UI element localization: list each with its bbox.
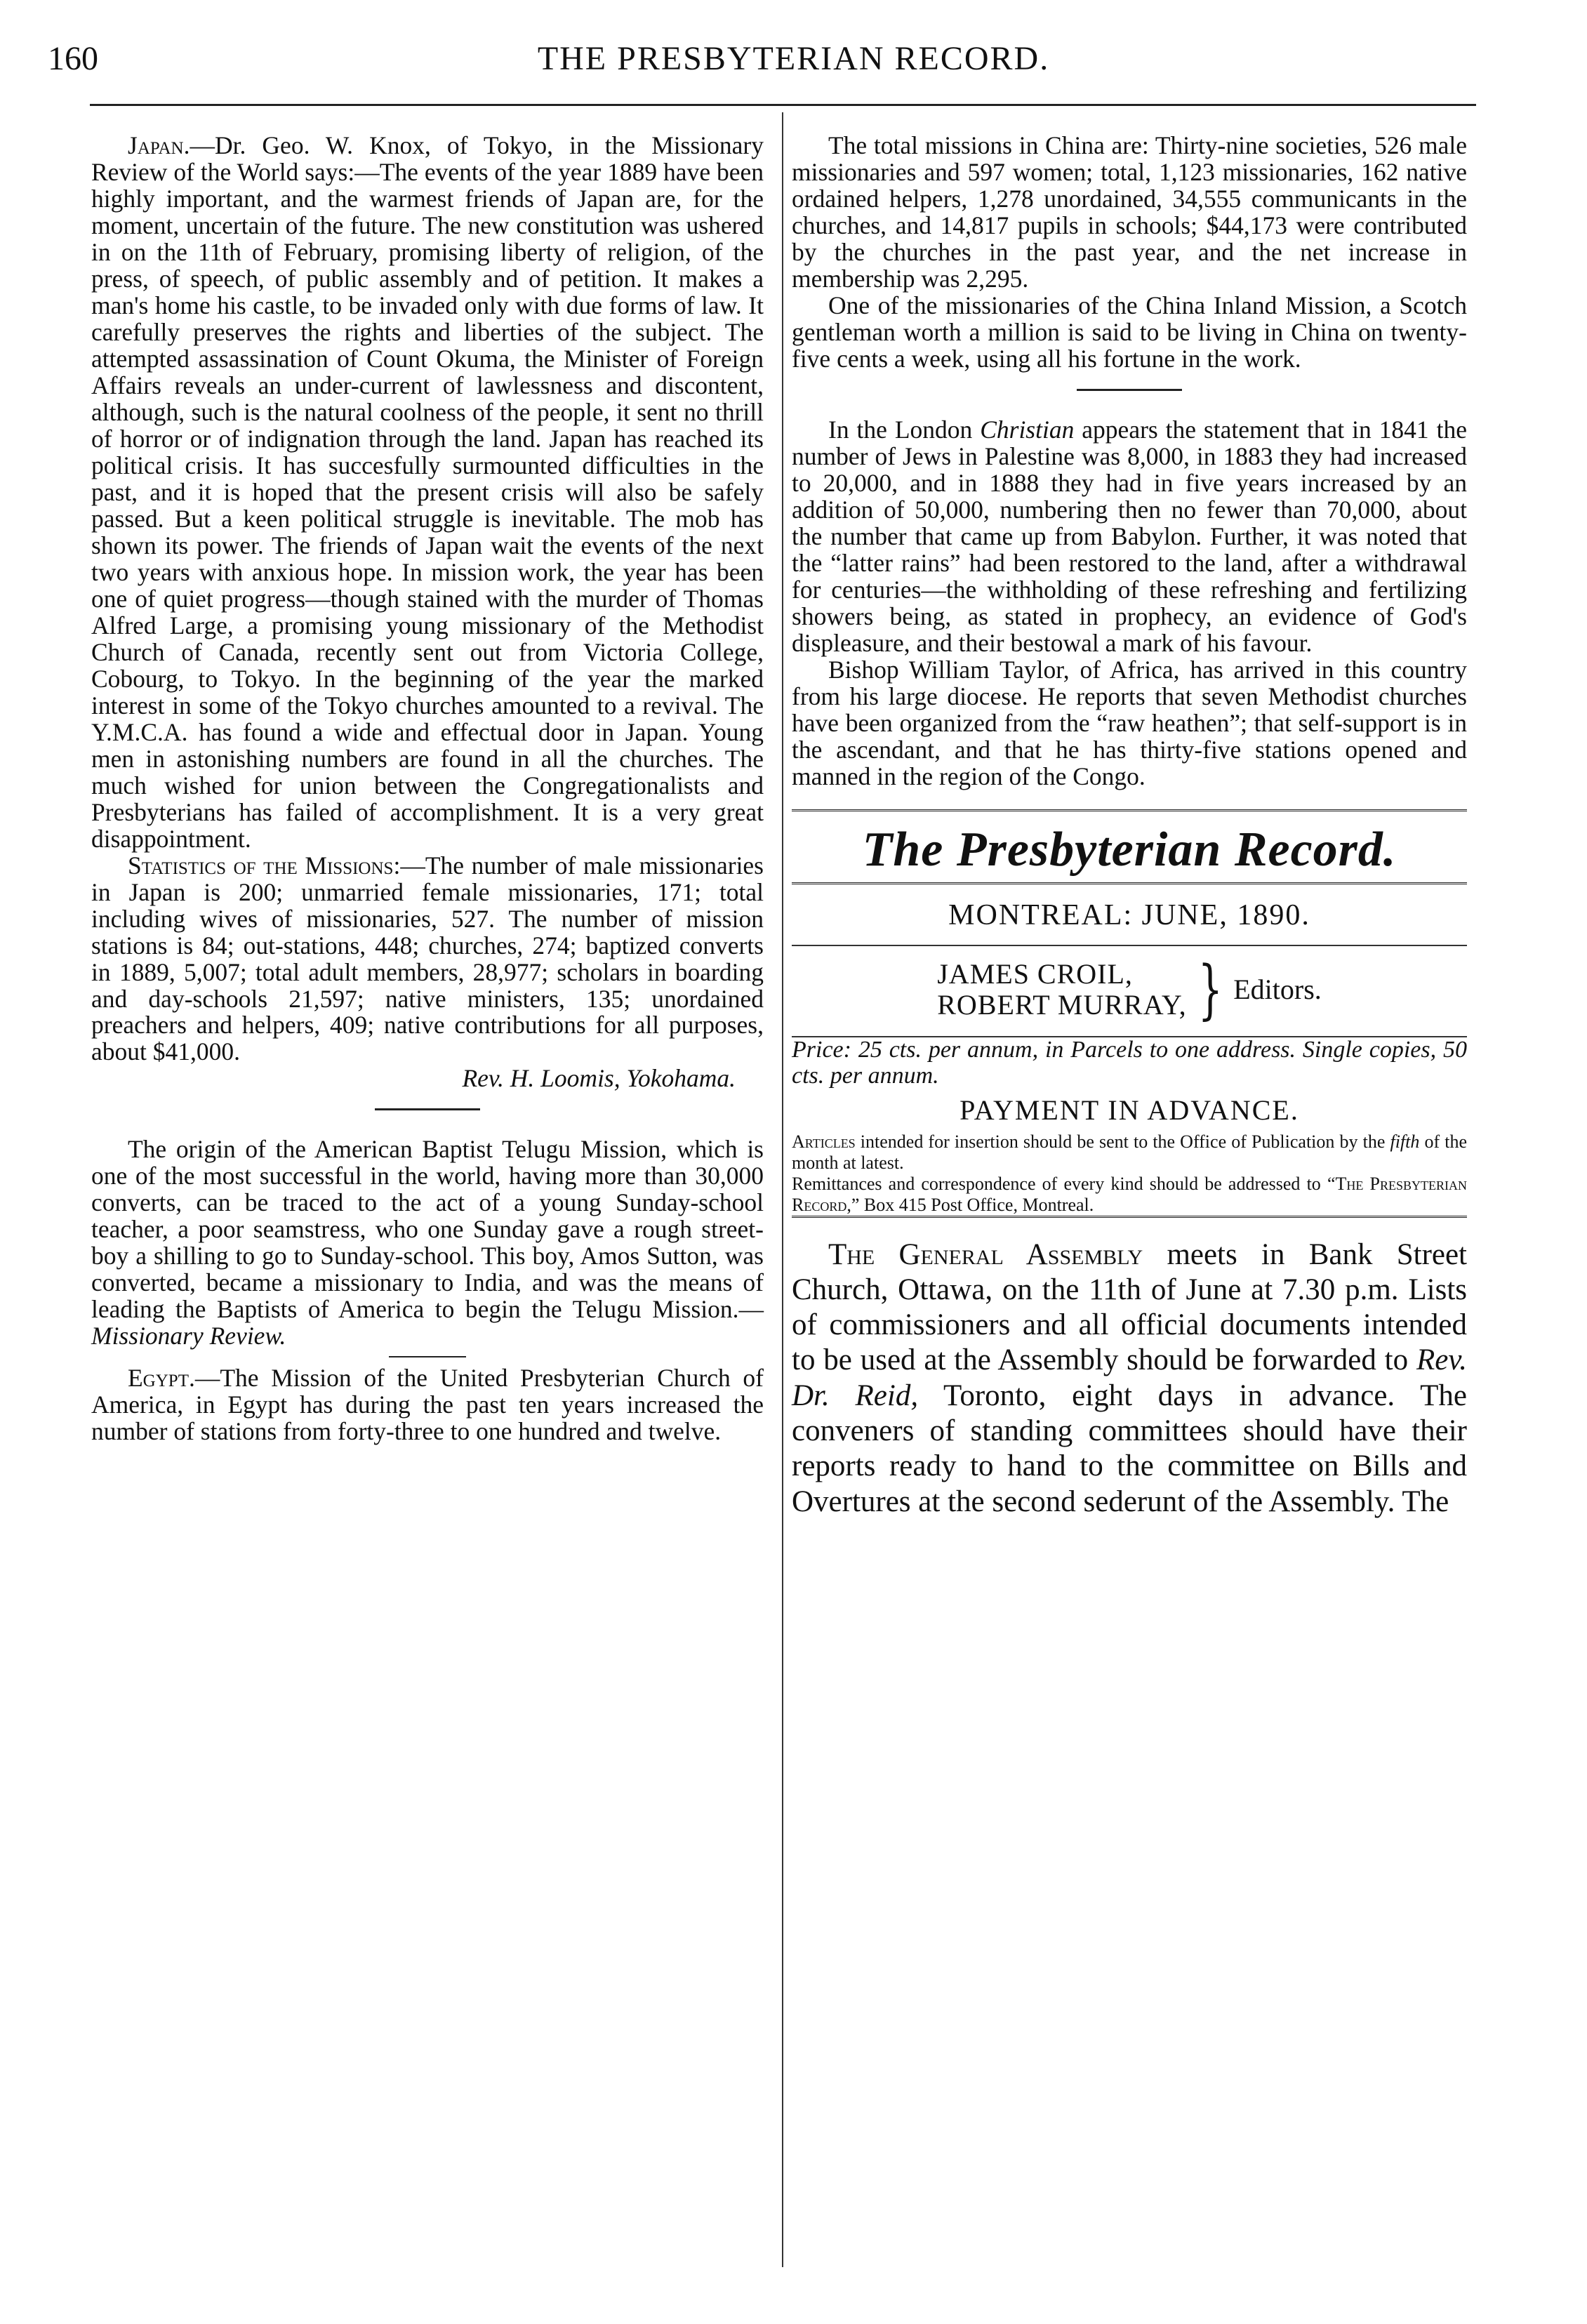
assembly-name: Rev. Dr. Reid, [792, 1343, 1467, 1412]
section-rule [375, 1108, 480, 1110]
price-line: Price: 25 cts. per annum, in Parcels to one address. Single copies, 50 cts. per annum. [792, 1037, 1467, 1089]
articles-fifth: fifth [1390, 1131, 1420, 1153]
remittance-name: The Presbyterian Record [792, 1173, 1467, 1215]
articles-lead: Articles [792, 1131, 856, 1153]
jews-source: Christian [980, 415, 1075, 444]
articles-text: of the month at latest. [792, 1131, 1467, 1173]
telugu-body: The origin of the American Baptist Telugu Mission, which is one of the most successful in the world, having more than 30,000 converts, can be traced to the act of a young Sunday-school teacher, a poor seamstress, who one Sunday gave a rough street-boy a shilling to go to Sunday-school. This boy, Amos Sutton, was converted, became a missionary to India, and was the means of leading the Baptists of America to begin the Telugu Mission.— [91, 1135, 764, 1324]
taylor-paragraph: Bishop William Taylor, of Africa, has arrived in this country from his large diocese. He reports that seven Methodist churches have been organized from the “raw heathen”; that self-support is in the ascendant, and that he has thirty-five stations opened and manned in the region of the Congo. [792, 655, 1467, 790]
running-title: THE PRESBYTERIAN RECORD. [537, 40, 1050, 77]
japan-lead: Japan. [128, 131, 190, 159]
page-number: 160 [48, 40, 98, 77]
egypt-paragraph [91, 1364, 764, 1445]
column-divider [782, 112, 783, 2267]
assembly-text: Toronto, eight days in advance. The conveners of standing committees should have their reports ready to hand to the committee on Bills and Overtures at the second sederunt of the Assembly. The [792, 1379, 1467, 1518]
masthead-title: The Presbyterian Record. [862, 822, 1397, 877]
right-column [792, 132, 1467, 1520]
editor-names [937, 959, 1186, 1021]
jews-paragraph [792, 416, 1467, 656]
masthead [792, 809, 1467, 884]
telugu-source: Missionary Review. [91, 1322, 286, 1350]
japan-paragraph [91, 132, 764, 852]
egypt-body: —The Mission of the United Presbyterian Church of America, in Egypt has during the past ten years increased the number of stations from forty-three to one hundred and twelve. [91, 1364, 764, 1446]
divider [792, 1216, 1467, 1218]
assembly-paragraph [792, 1237, 1467, 1520]
articles-notice [792, 1131, 1467, 1174]
statistics-body: :—The number of male missionaries in Japan is 200; unmarried female missionaries, 171; total including wives of missionaries, 527. The number of mission stations is 84; out-stations, 448; churches, 274; baptized converts in 1889, 5,007; total adult members, 28,977; scholars in boarding and day-schools 21,597; native ministers, 135; unordained preachers and helpers, 409; native contributions for all purposes, about $41,000. [91, 851, 764, 1066]
editor-name: ROBERT MURRAY, [937, 989, 1187, 1021]
assembly-text: meets in Bank Street Church, Ottawa, on the 11th of June at 7.30 p.m. Lists of commissioners and all official documents intended to be used at the Assembly should be forwarded to [792, 1237, 1468, 1377]
statistics-signature: Rev. H. Loomis, Yokohama. [462, 1064, 736, 1093]
telugu-paragraph [91, 1136, 764, 1349]
editors-block [792, 952, 1467, 1028]
section-rule [1077, 389, 1182, 391]
statistics-paragraph [91, 852, 764, 1065]
articles-text: intended for insertion should be sent to the Office of Publication by the [855, 1131, 1390, 1153]
editor-name: JAMES CROIL, [937, 958, 1133, 990]
brace-glyph: } [1197, 952, 1223, 1028]
statistics-lead: Statistics of the Missions [128, 851, 394, 879]
section-rule [389, 1356, 466, 1357]
egypt-lead: Egypt. [128, 1364, 195, 1393]
divider [792, 945, 1467, 946]
japan-body: —Dr. Geo. W. Knox, of Tokyo, in the Missionary Review of the World says:—The events of the year 1889 have been highly important, and the warmest friends of Japan are, for the moment, uncertain of the future. The new constitution was ushered in on the 11th of February, promising liberty of religion, of the press, of speech, of public assembly and of petition. It makes a man's home his castle, to be invaded only with due forms of law. It carefully preserves the rights and liberties of the subject. The attempted assassination of Count Okuma, the Minister of Foreign Affairs reveals an under-current of lawlessness and discontent, although, such is the natural coolness of the people, it sent no thrill of horror or of indignation through the land. Japan has reached its political crisis. It has succesfully surmounted difficulties in the past, and it is hoped that the present crisis will also be safely passed. But a keen political struggle is inevitable. The mob has shown its power. The friends of Japan wait the events of the next two years with anxious hope. In mission work, the year has been one of quiet progress—though stained with the murder of Thomas Alfred Large, a promising young missionary of the Methodist Church of Canada, recently sent out from Victoria College, Cobourg, to Tokyo. In the beginning of the year the marked interest in some of the Tokyo churches amounted to a revival. The Y.M.C.A. has found a wide and effectual door in Japan. Young men in astonishing numbers are found in all the churches. The much wished for union between the Congregationalists and Presbyterians has failed of accomplishment. It is a very great disappointment. [91, 131, 764, 853]
header-rule [90, 104, 1476, 106]
remittance-notice [792, 1174, 1467, 1216]
dateline: MONTREAL: JUNE, 1890. [948, 898, 1310, 931]
inland-paragraph: One of the missionaries of the China Inland Mission, a Scotch gentleman worth a million is said to be living in China on twenty-five cents a week, using all his fortune in the work. [792, 291, 1467, 373]
remittance-text: ,” Box 415 Post Office, Montreal. [846, 1194, 1094, 1215]
left-column [91, 132, 764, 1445]
jews-post: appears the statement that in 1841 the number of Jews in Palestine was 8,000, in 1883 they had increased to 20,000, and in 1888 they had in five years increased by an addition of 50,000, numbering then no fewer than 70,000, about the number that came up from Babylon. Further, it was noted that the “latter rains” had been restored to the land, after a withdrawal for centuries—the withholding of these refreshing and fertilizing showers being, as stated in prophecy, an evidence of God's displeasure, and their bestowal a mark of his favour. [792, 415, 1467, 657]
payment-notice: PAYMENT IN ADVANCE. [959, 1094, 1299, 1127]
jews-pre: In the London [828, 415, 981, 444]
editors-label: Editors. [1233, 974, 1322, 1006]
assembly-lead: The General Assembly [828, 1237, 1143, 1271]
china-paragraph: The total missions in China are: Thirty-nine societies, 526 male missionaries and 597 women; total, 1,123 missionaries, 162 native ordained helpers, 1,278 unordained, 34,555 communicants in the churches, and 14,817 pupils in schools; $44,173 were contributed by the churches in the past year, and the net increase in membership was 2,295. [792, 131, 1467, 293]
remittance-text: Remittances and correspondence of every kind should be addressed to “ [792, 1173, 1336, 1194]
